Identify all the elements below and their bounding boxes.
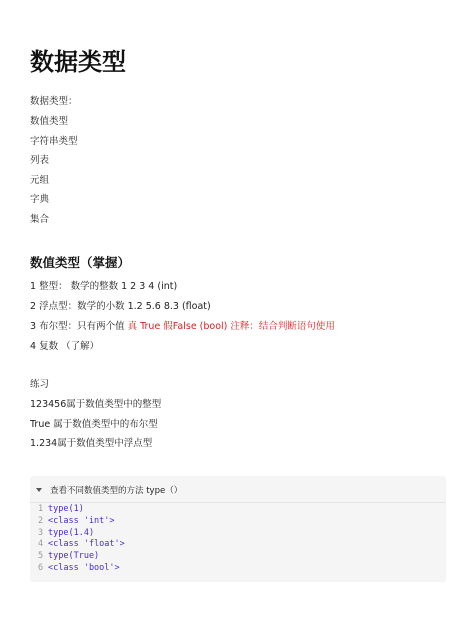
- code-text: type(1.4): [48, 527, 95, 538]
- divider: [30, 502, 446, 503]
- code-line: [38, 516, 125, 528]
- intro-item: 数值类型: [30, 116, 69, 127]
- practice-line: 123456属于数值类型中的整型: [30, 399, 162, 410]
- code-block: [30, 476, 446, 582]
- intro-item: 列表: [30, 155, 50, 166]
- bool-line-highlight: 真 True 假False (bool) 注释：结合判断语句使用: [127, 321, 335, 332]
- code-line: [38, 539, 125, 551]
- code-text: <class 'int'>: [48, 515, 115, 526]
- code-text: type(1): [48, 504, 84, 514]
- code-block-toggle[interactable]: [36, 482, 182, 498]
- code-line: [38, 551, 125, 563]
- intro-item: 字符串类型: [30, 136, 78, 147]
- intro-item: 集合: [30, 214, 50, 225]
- practice-heading: 练习: [30, 379, 50, 390]
- code-text: <class 'float'>: [48, 539, 125, 550]
- code-line: [38, 528, 125, 540]
- line-number: 4: [38, 539, 44, 550]
- line-number: 3: [38, 527, 44, 538]
- page-title: 数据类型: [30, 48, 126, 76]
- code-text: <class 'bool'>: [48, 562, 120, 573]
- numeric-section-heading: 数值类型（掌握）: [30, 255, 131, 270]
- code-lines: [38, 504, 125, 575]
- intro-label: 数据类型：: [30, 96, 78, 107]
- numeric-line-float: 2 浮点型：数学的小数 1.2 5.6 8.3 (float): [30, 301, 211, 312]
- practice-line: True 属于数值类型中的布尔型: [30, 419, 158, 430]
- practice-line: 1.234属于数值类型中浮点型: [30, 438, 153, 449]
- numeric-line-complex: 4 复数 （了解）: [30, 341, 100, 352]
- chevron-down-icon[interactable]: [36, 488, 42, 492]
- numeric-line-bool: [30, 320, 335, 334]
- code-line: [38, 504, 125, 516]
- line-number: 6: [38, 562, 44, 573]
- intro-item: 字典: [30, 194, 50, 205]
- code-line: [38, 563, 125, 575]
- intro-item: 元组: [30, 175, 50, 186]
- bool-line-prefix: 3 布尔型：只有两个值: [30, 321, 128, 332]
- line-number: 1: [38, 504, 44, 514]
- numeric-line-int: 1 整型： 数学的整数 1 2 3 4 (int): [30, 281, 178, 292]
- code-text: type(True): [48, 551, 100, 562]
- line-number: 2: [38, 515, 44, 526]
- code-block-title: 查看不同数值类型的方法 type（）: [50, 486, 183, 496]
- line-number: 5: [38, 551, 44, 562]
